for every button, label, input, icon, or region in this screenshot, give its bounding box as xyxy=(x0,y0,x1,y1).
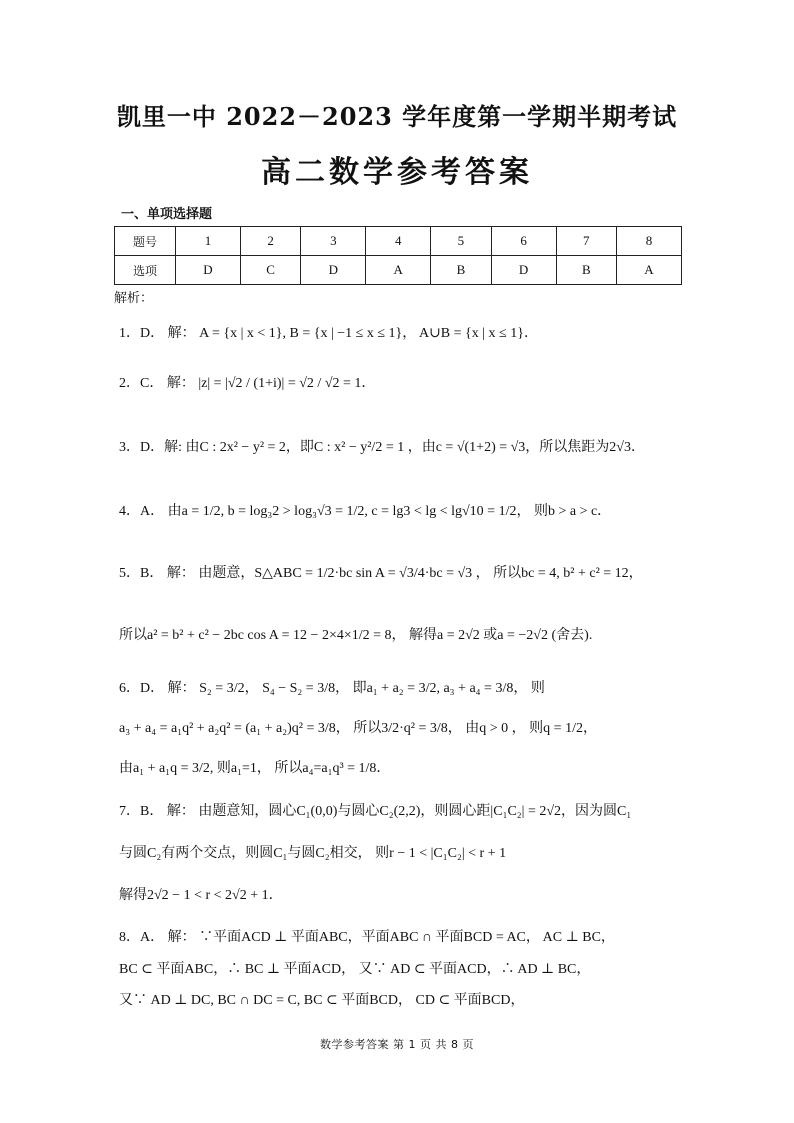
solution-text: 由a = 1/2, b = log₃2 > log₃√3 = 1/2, c = lg3 < lg < lg√10 = 1/2， 则b > a > c． xyxy=(167,504,612,519)
table-cell-answer: A xyxy=(366,256,431,285)
solution-5 xyxy=(119,562,643,582)
solution-7-cont2 xyxy=(119,884,283,904)
table-cell-number: 8 xyxy=(617,227,682,256)
table-row-numbers xyxy=(115,227,682,256)
solution-label: 5．B． 解： xyxy=(119,566,195,581)
table-cell-answer: D xyxy=(176,256,241,285)
section-heading: 一、单项选择题 xyxy=(121,207,213,222)
table-cell-answer: D xyxy=(301,256,366,285)
solution-3 xyxy=(119,436,645,456)
solution-text: ∵平面ACD ⊥ 平面ABC，平面ABC ∩ 平面BCD = AC， AC ⊥ BC， xyxy=(199,930,615,945)
table-cell-number: 2 xyxy=(240,227,300,256)
solution-6-cont xyxy=(119,717,597,737)
solution-text: 又∵ AD ⊥ DC, BC ∩ DC = C, BC ⊂ 平面BCD， CD ⊂ 平面BCD， xyxy=(119,993,525,1008)
solution-label: 2．C． 解： xyxy=(119,376,195,391)
solution-8-cont xyxy=(119,958,590,978)
solution-text: 与圆C₂有两个交点，则圆C₁与圆C₂相交， 则r − 1 < |C₁C₂| < r + 1 xyxy=(119,846,507,861)
table-row-answers xyxy=(115,256,682,285)
solution-text: 所以a² = b² + c² − 2bc cos A = 12 − 2×4×1/2 = 8， 解得a = 2√2 或a = −2√2 (舍去). xyxy=(119,628,593,643)
page-subtitle: 高二数学参考答案 xyxy=(261,155,533,190)
solution-label: 8．A． 解： xyxy=(119,930,196,945)
solution-8 xyxy=(119,926,615,946)
table-cell-answer: C xyxy=(240,256,300,285)
solution-7 xyxy=(119,800,631,820)
solution-text: |z| = |√2 / (1+i)| = √2 / √2 = 1． xyxy=(198,376,376,391)
table-cell-answer: D xyxy=(491,256,556,285)
table-cell-number: 4 xyxy=(366,227,431,256)
solution-text: 由a₁ + a₁q = 3/2, 则a₁=1， 所以a₄=a₁q³ = 1/8． xyxy=(119,761,391,776)
solution-2 xyxy=(119,372,375,392)
solution-label: 1．D． 解： xyxy=(119,326,196,341)
analysis-label: 解析： xyxy=(114,291,154,306)
solution-6 xyxy=(119,677,545,697)
solution-1 xyxy=(119,322,538,342)
solution-label: 7．B． 解： xyxy=(119,804,195,819)
table-cell-answer: A xyxy=(617,256,682,285)
table-cell-number: 7 xyxy=(556,227,616,256)
solution-label: 6．D． 解： xyxy=(119,681,196,696)
solution-text: a₃ + a₄ = a₁q² + a₂q² = (a₁ + a₂)q² = 3/8， 所以3/2·q² = 3/8， 由q > 0 ， 则q = 1/2， xyxy=(119,721,597,736)
table-cell-number: 6 xyxy=(491,227,556,256)
page-footer: 数学参考答案 第 1 页 共 8 页 xyxy=(320,1038,474,1051)
table-header-answer: 选项 xyxy=(115,256,176,285)
page-title: 凯里一中 2022－2023 学年度第一学期半期考试 xyxy=(116,102,678,131)
solution-text: 由题意知，圆心C₁(0,0)与圆心C₂(2,2)，则圆心距|C₁C₂| = 2√2，因为圆C₁ xyxy=(198,804,632,819)
solution-4 xyxy=(119,500,611,520)
answer-table xyxy=(114,226,682,285)
table-cell-answer: B xyxy=(556,256,616,285)
solution-label: 3．D．解: xyxy=(119,440,182,455)
solution-7-cont xyxy=(119,842,506,862)
solution-text: 解得2√2 − 1 < r < 2√2 + 1． xyxy=(119,888,283,903)
solution-text: S₂ = 3/2， S₄ − S₂ = 3/8， 即a₁ + a₂ = 3/2, a₃ + a₄ = 3/8， 则 xyxy=(199,681,545,696)
solution-8-cont2 xyxy=(119,989,524,1009)
table-cell-number: 1 xyxy=(176,227,241,256)
solution-text: BC ⊂ 平面ABC，∴ BC ⊥ 平面ACD， 又∵ AD ⊂ 平面ACD，∴ AD ⊥ BC， xyxy=(119,962,591,977)
solution-text: 由题意，S△ABC = 1/2·bc sin A = √3/4·bc = √3 ， 所以bc = 4, b² + c² = 12， xyxy=(198,566,643,581)
solution-text: A = {x | x < 1}, B = {x | −1 ≤ x ≤ 1}， A∪B = {x | x ≤ 1}． xyxy=(199,326,538,341)
solution-text: 由C : 2x² − y² = 2，即C : x² − y²/2 = 1 ，由c = √(1+2) = √3，所以焦距为2√3． xyxy=(185,440,645,455)
solution-label: 4．A． xyxy=(119,504,165,519)
table-cell-answer: B xyxy=(431,256,491,285)
solution-5-cont xyxy=(119,624,592,644)
solution-6-cont2 xyxy=(119,757,390,777)
table-cell-number: 5 xyxy=(431,227,491,256)
table-header-number: 题号 xyxy=(115,227,176,256)
table-cell-number: 3 xyxy=(301,227,366,256)
